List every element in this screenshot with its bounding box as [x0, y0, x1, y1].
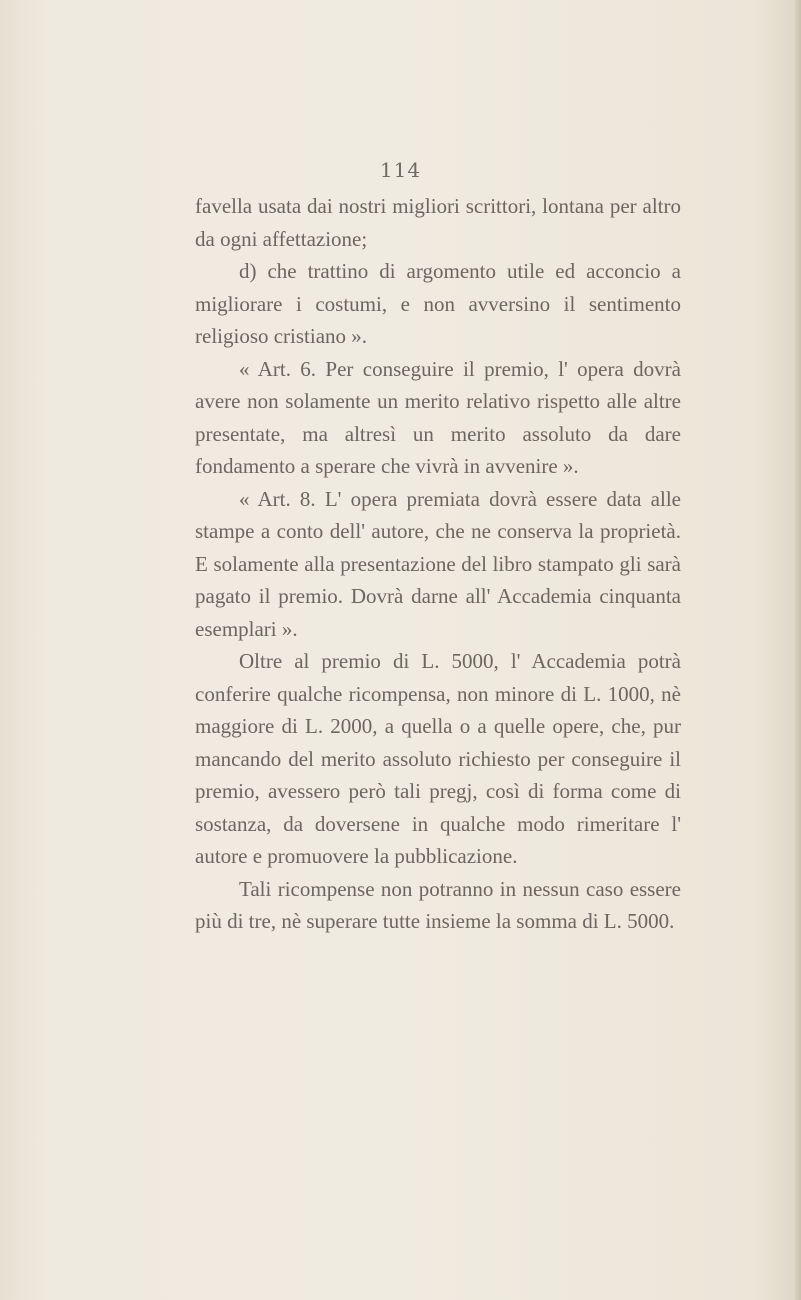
- body-text: [195, 190, 681, 938]
- paragraph: Oltre al premio di L. 5000, l' Accademia potrà conferire qualche ricompensa, non minore di L. 1000, nè maggiore di L. 2000, a quella o a quelle opere, che, pur mancando del merito assoluto richiesto per conseguire il premio, avessero però tali pregj, così di forma come di sostanza, da doversene in qualche modo rimeritare l' autore e promuovere la pubblicazione.: [195, 649, 681, 868]
- paragraph: d) che trattino di argomento utile ed acconcio a migliorare i costumi, e non avversino il sentimento religioso cristiano ».: [195, 259, 681, 348]
- paragraph: « Art. 6. Per conseguire il premio, l' opera dovrà avere non solamente un merito relativo rispetto alle altre presentate, ma altresì un merito assoluto da dare fondamento a sperare che vivrà in avvenire ».: [195, 356, 681, 478]
- page-edge: [795, 0, 801, 1300]
- paragraph: Tali ricompense non potranno in nessun caso essere più di tre, nè superare tutte insieme la somma di L. 5000.: [195, 876, 681, 933]
- page-number: 114: [379, 158, 422, 182]
- paragraph: favella usata dai nostri migliori scrittori, lontana per altro da ogni affettazione;: [195, 194, 681, 251]
- paragraph: « Art. 8. L' opera premiata dovrà essere data alle stampe a conto dell' autore, che ne conserva la proprietà. E solamente alla presentazione del libro stampato gli sarà pagato il premio. Dovrà darne all' Accademia cinquanta esemplari ».: [195, 486, 681, 641]
